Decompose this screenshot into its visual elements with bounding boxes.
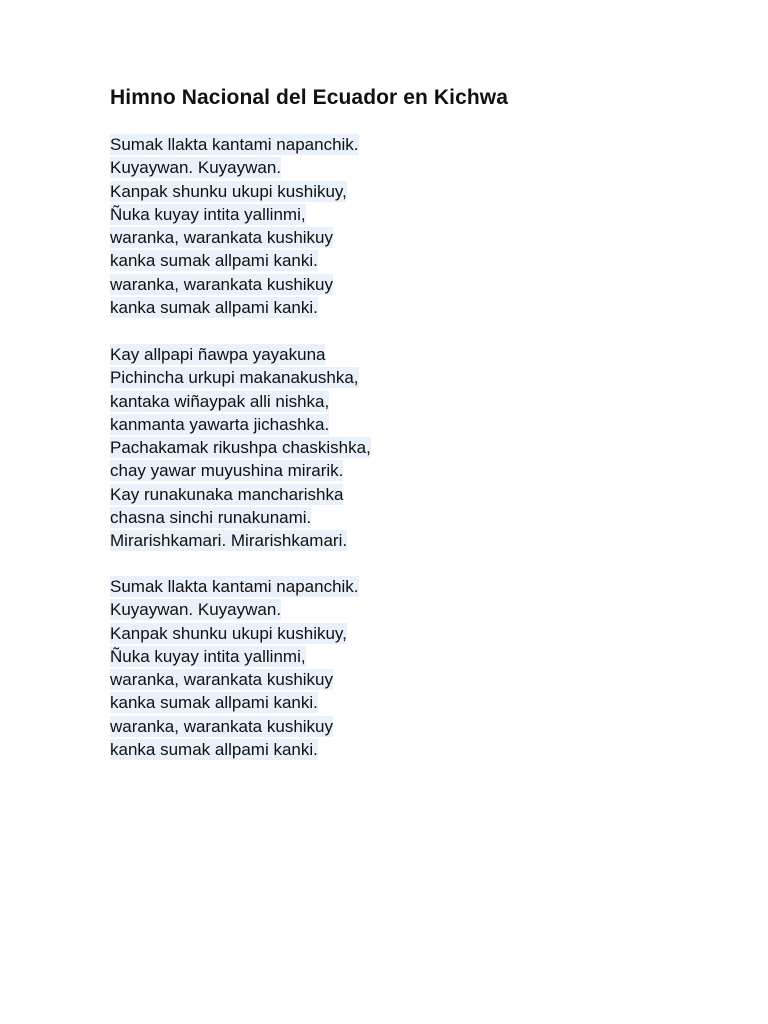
verse-line: Kay runakunaka mancharishka [110, 484, 344, 504]
verse-line: kanka sumak allpami kanki. [110, 251, 318, 271]
verse-line: chasna sinchi runakunami. [110, 508, 312, 528]
verse-line: Pichincha urkupi makanakushka, [110, 368, 359, 388]
verse-line: Sumak llakta kantami napanchik. [110, 135, 359, 154]
verse-line: Kanpak shunku ukupi kushikuy, [110, 181, 347, 201]
verse-line: Mirarishkamari. Mirarishkamari. [110, 531, 348, 551]
verse-line: Ñuka kuyay intita yallinmi, [110, 204, 306, 224]
verse-line: waranka, warankata kushikuy [110, 670, 334, 690]
verse-line: Sumak llakta kantami napanchik. [110, 577, 359, 596]
verse-line: kanka sumak allpami kanki. [110, 298, 318, 318]
verse-line: Kuyaywan. Kuyaywan. [110, 600, 282, 620]
stanza-3 [110, 575, 359, 761]
verse-line: Kanpak shunku ukupi kushikuy, [110, 623, 347, 643]
stanza-2 [110, 343, 371, 553]
verse-line: kanka sumak allpami kanki. [110, 740, 318, 760]
verse-line: chay yawar muyushina mirarik. [110, 461, 344, 481]
verse-line: kanmanta yawarta jichashka. [110, 414, 330, 434]
verse-line: waranka, warankata kushikuy [110, 228, 334, 248]
verse-line: Kuyaywan. Kuyaywan. [110, 158, 282, 178]
verse-line: waranka, warankata kushikuy [110, 274, 334, 294]
document-title: Himno Nacional del Ecuador en Kichwa [110, 86, 509, 109]
verse-line: kanka sumak allpami kanki. [110, 693, 318, 713]
verse-line: Pachakamak rikushpa chaskishka, [110, 438, 371, 458]
stanza-1 [110, 133, 359, 319]
verse-line: kantaka wiñaypak alli nishka, [110, 391, 330, 411]
verse-line: Ñuka kuyay intita yallinmi, [110, 646, 306, 666]
verse-line: Kay allpapi ñawpa yayakuna [110, 345, 326, 364]
verse-line: waranka, warankata kushikuy [110, 716, 334, 736]
